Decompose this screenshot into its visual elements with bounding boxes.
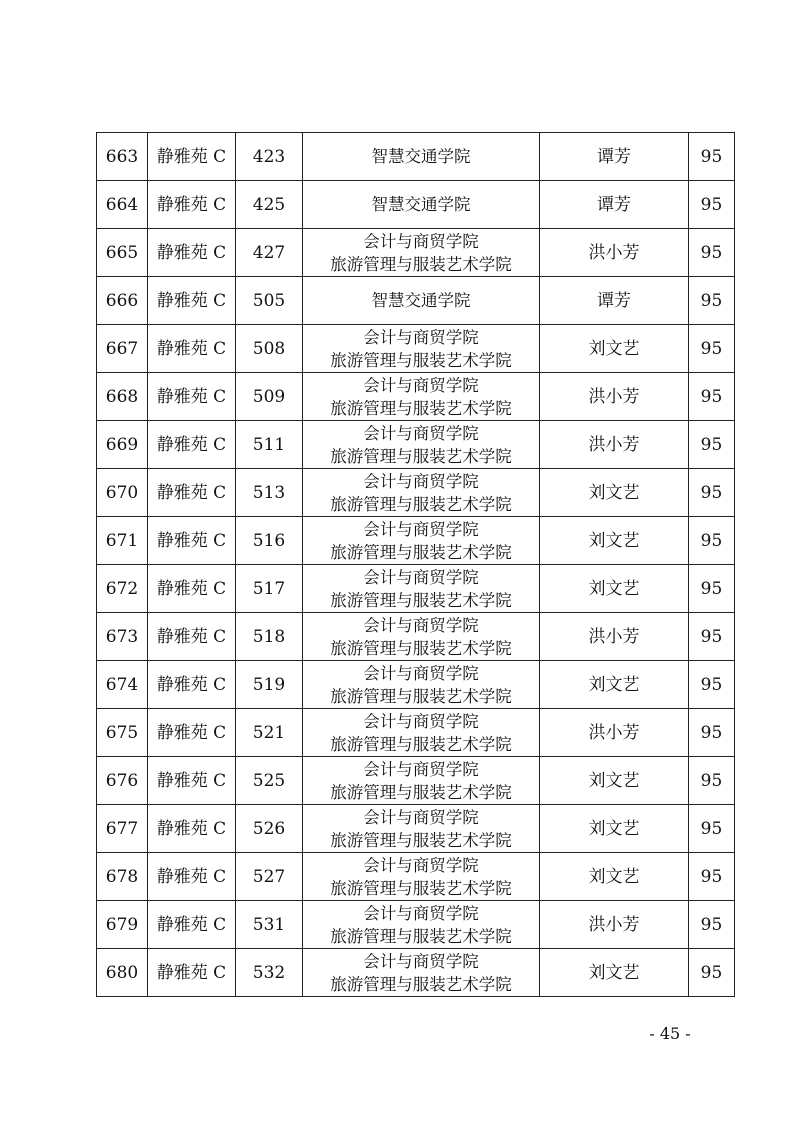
table-row: [97, 517, 735, 565]
person-cell: 洪小芳: [540, 901, 689, 949]
person-cell: 谭芳: [540, 277, 689, 325]
college-name: 会计与商贸学院: [363, 375, 479, 395]
person-cell: 刘文艺: [540, 565, 689, 613]
person-cell: 洪小芳: [540, 709, 689, 757]
room-cell: 519: [236, 661, 303, 709]
building-cell: 静雅苑 C: [148, 709, 236, 757]
row-number-cell: 665: [97, 229, 148, 277]
college-name: 会计与商贸学院: [363, 471, 479, 491]
person-cell: 洪小芳: [540, 421, 689, 469]
score-cell: 95: [689, 277, 735, 325]
table-row: [97, 901, 735, 949]
college-cell: [303, 517, 540, 565]
college-cell: [303, 901, 540, 949]
college-cell: [303, 133, 540, 181]
room-cell: 518: [236, 613, 303, 661]
building-cell: 静雅苑 C: [148, 853, 236, 901]
row-number-cell: 669: [97, 421, 148, 469]
person-cell: 刘文艺: [540, 805, 689, 853]
table-row: [97, 949, 735, 997]
building-cell: 静雅苑 C: [148, 565, 236, 613]
college-name: 旅游管理与服装艺术学院: [330, 590, 512, 610]
building-cell: 静雅苑 C: [148, 757, 236, 805]
college-name: 会计与商贸学院: [363, 231, 479, 251]
room-cell: 508: [236, 325, 303, 373]
college-name: 会计与商贸学院: [363, 903, 479, 923]
college-name: 旅游管理与服装艺术学院: [330, 782, 512, 802]
row-number-cell: 678: [97, 853, 148, 901]
room-cell: 521: [236, 709, 303, 757]
row-number-cell: 671: [97, 517, 148, 565]
building-cell: 静雅苑 C: [148, 517, 236, 565]
college-name: 旅游管理与服装艺术学院: [330, 878, 512, 898]
person-cell: 刘文艺: [540, 469, 689, 517]
college-name: 会计与商贸学院: [363, 615, 479, 635]
building-cell: 静雅苑 C: [148, 421, 236, 469]
person-cell: 谭芳: [540, 133, 689, 181]
room-cell: 517: [236, 565, 303, 613]
college-name: 旅游管理与服装艺术学院: [330, 542, 512, 562]
college-cell: [303, 469, 540, 517]
table-row: [97, 277, 735, 325]
room-cell: 527: [236, 853, 303, 901]
building-cell: 静雅苑 C: [148, 133, 236, 181]
row-number-cell: 675: [97, 709, 148, 757]
college-name: 会计与商贸学院: [363, 663, 479, 683]
college-cell: [303, 757, 540, 805]
building-cell: 静雅苑 C: [148, 229, 236, 277]
row-number-cell: 676: [97, 757, 148, 805]
person-cell: 谭芳: [540, 181, 689, 229]
table-row: [97, 325, 735, 373]
college-name: 旅游管理与服装艺术学院: [330, 830, 512, 850]
college-name: 旅游管理与服装艺术学院: [330, 686, 512, 706]
college-name: 旅游管理与服装艺术学院: [330, 254, 512, 274]
score-cell: 95: [689, 421, 735, 469]
room-cell: 526: [236, 805, 303, 853]
row-number-cell: 664: [97, 181, 148, 229]
table-row: [97, 709, 735, 757]
table-row: [97, 805, 735, 853]
room-cell: 427: [236, 229, 303, 277]
person-cell: 刘文艺: [540, 853, 689, 901]
college-cell: [303, 661, 540, 709]
room-cell: 513: [236, 469, 303, 517]
person-cell: 刘文艺: [540, 757, 689, 805]
person-cell: 洪小芳: [540, 229, 689, 277]
college-cell: [303, 181, 540, 229]
table-body: [97, 133, 735, 997]
building-cell: 静雅苑 C: [148, 901, 236, 949]
room-cell: 532: [236, 949, 303, 997]
score-cell: 95: [689, 565, 735, 613]
score-cell: 95: [689, 949, 735, 997]
score-cell: 95: [689, 613, 735, 661]
room-cell: 509: [236, 373, 303, 421]
college-name: 智慧交通学院: [371, 195, 471, 214]
table-row: [97, 469, 735, 517]
person-cell: 刘文艺: [540, 517, 689, 565]
college-cell: [303, 421, 540, 469]
score-cell: 95: [689, 181, 735, 229]
building-cell: 静雅苑 C: [148, 277, 236, 325]
college-name: 会计与商贸学院: [363, 807, 479, 827]
table-row: [97, 421, 735, 469]
score-cell: 95: [689, 709, 735, 757]
person-cell: 洪小芳: [540, 373, 689, 421]
building-cell: 静雅苑 C: [148, 661, 236, 709]
table-row: [97, 373, 735, 421]
building-cell: 静雅苑 C: [148, 373, 236, 421]
row-number-cell: 667: [97, 325, 148, 373]
building-cell: 静雅苑 C: [148, 469, 236, 517]
room-cell: 531: [236, 901, 303, 949]
college-name: 旅游管理与服装艺术学院: [330, 974, 512, 994]
college-name: 旅游管理与服装艺术学院: [330, 398, 512, 418]
row-number-cell: 677: [97, 805, 148, 853]
person-cell: 刘文艺: [540, 325, 689, 373]
college-cell: [303, 949, 540, 997]
score-cell: 95: [689, 661, 735, 709]
row-number-cell: 663: [97, 133, 148, 181]
college-name: 旅游管理与服装艺术学院: [330, 446, 512, 466]
score-cell: 95: [689, 133, 735, 181]
row-number-cell: 668: [97, 373, 148, 421]
building-cell: 静雅苑 C: [148, 805, 236, 853]
college-cell: [303, 565, 540, 613]
table-row: [97, 661, 735, 709]
person-cell: 刘文艺: [540, 661, 689, 709]
college-cell: [303, 853, 540, 901]
college-name: 旅游管理与服装艺术学院: [330, 494, 512, 514]
table-row: [97, 133, 735, 181]
page-number: - 45 -: [649, 1024, 691, 1043]
score-cell: 95: [689, 517, 735, 565]
college-name: 会计与商贸学院: [363, 711, 479, 731]
college-name: 会计与商贸学院: [363, 327, 479, 347]
dormitory-table: [96, 132, 735, 997]
room-cell: 505: [236, 277, 303, 325]
person-cell: 刘文艺: [540, 949, 689, 997]
table-row: [97, 565, 735, 613]
college-name: 旅游管理与服装艺术学院: [330, 926, 512, 946]
row-number-cell: 670: [97, 469, 148, 517]
row-number-cell: 674: [97, 661, 148, 709]
room-cell: 511: [236, 421, 303, 469]
college-name: 会计与商贸学院: [363, 951, 479, 971]
row-number-cell: 666: [97, 277, 148, 325]
table-row: [97, 181, 735, 229]
college-cell: [303, 805, 540, 853]
score-cell: 95: [689, 469, 735, 517]
room-cell: 425: [236, 181, 303, 229]
college-cell: [303, 325, 540, 373]
person-cell: 洪小芳: [540, 613, 689, 661]
score-cell: 95: [689, 805, 735, 853]
score-cell: 95: [689, 325, 735, 373]
score-cell: 95: [689, 229, 735, 277]
building-cell: 静雅苑 C: [148, 325, 236, 373]
score-cell: 95: [689, 853, 735, 901]
room-cell: 525: [236, 757, 303, 805]
row-number-cell: 673: [97, 613, 148, 661]
table-row: [97, 229, 735, 277]
row-number-cell: 680: [97, 949, 148, 997]
college-cell: [303, 373, 540, 421]
college-name: 会计与商贸学院: [363, 759, 479, 779]
table-row: [97, 853, 735, 901]
row-number-cell: 679: [97, 901, 148, 949]
college-name: 旅游管理与服装艺术学院: [330, 734, 512, 754]
college-cell: [303, 613, 540, 661]
score-cell: 95: [689, 757, 735, 805]
score-cell: 95: [689, 901, 735, 949]
building-cell: 静雅苑 C: [148, 613, 236, 661]
college-cell: [303, 709, 540, 757]
college-name: 会计与商贸学院: [363, 855, 479, 875]
row-number-cell: 672: [97, 565, 148, 613]
college-name: 会计与商贸学院: [363, 423, 479, 443]
college-name: 智慧交通学院: [371, 147, 471, 166]
table-row: [97, 613, 735, 661]
room-cell: 516: [236, 517, 303, 565]
building-cell: 静雅苑 C: [148, 181, 236, 229]
college-name: 会计与商贸学院: [363, 567, 479, 587]
score-cell: 95: [689, 373, 735, 421]
college-name: 智慧交通学院: [371, 291, 471, 310]
table-row: [97, 757, 735, 805]
college-name: 旅游管理与服装艺术学院: [330, 350, 512, 370]
college-cell: [303, 229, 540, 277]
building-cell: 静雅苑 C: [148, 949, 236, 997]
room-cell: 423: [236, 133, 303, 181]
college-name: 旅游管理与服装艺术学院: [330, 638, 512, 658]
college-name: 会计与商贸学院: [363, 519, 479, 539]
college-cell: [303, 277, 540, 325]
